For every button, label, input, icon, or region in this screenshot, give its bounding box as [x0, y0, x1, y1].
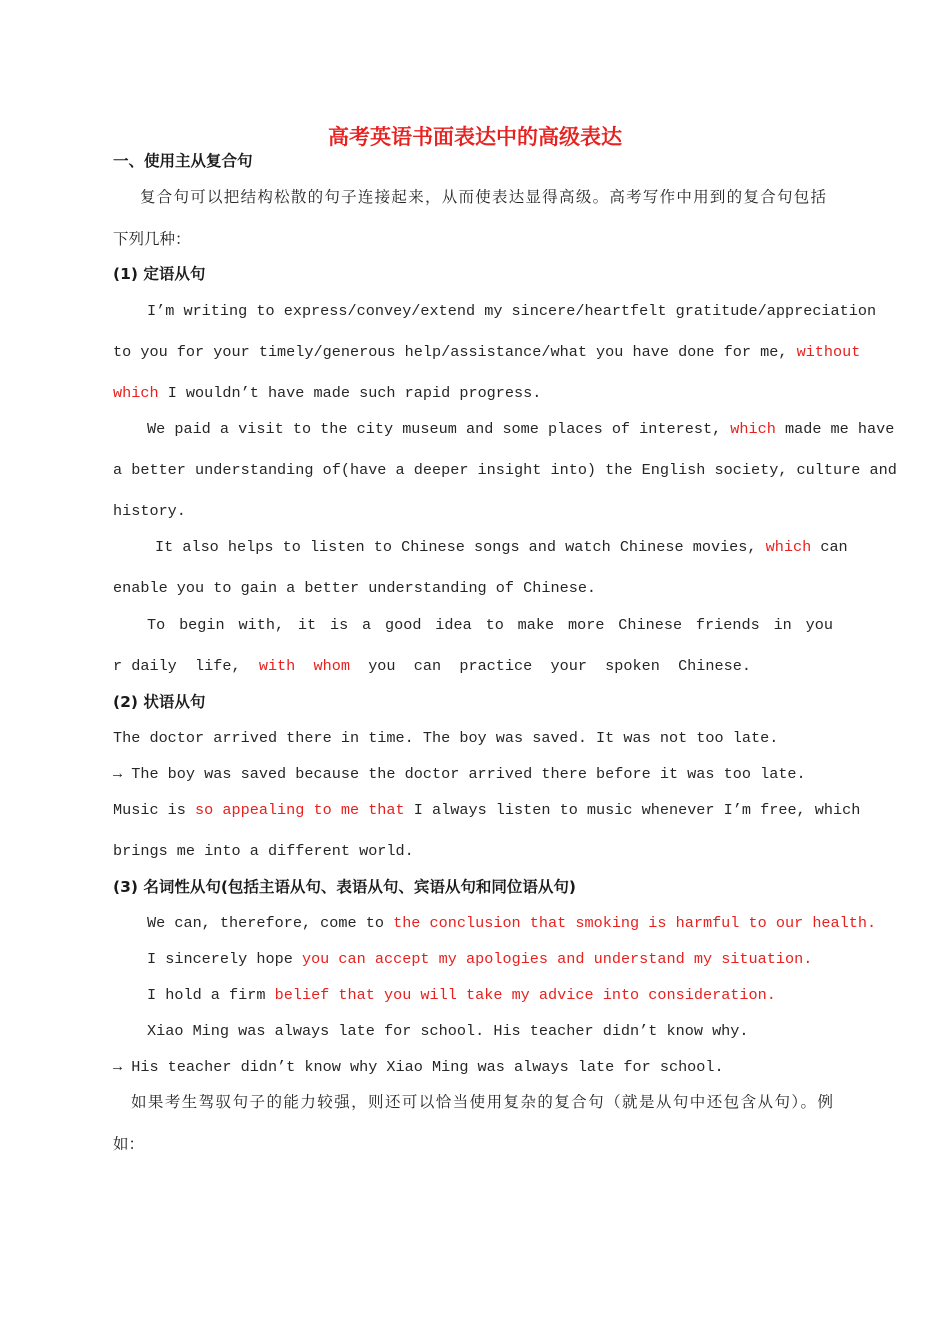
highlighted-phrase: belief that you will take my advice into consideration.: [274, 986, 776, 1004]
highlighted-phrase: you can accept my apologies and understand my situation.: [301, 950, 813, 968]
closing-paragraph-line: 如：: [113, 1135, 145, 1153]
highlighted-phrase: with whom: [258, 657, 350, 675]
example-sentence: Xiao Ming was always late for school. His teacher didn’t know why.: [147, 1022, 749, 1040]
subsection-heading: (1) 定语从句: [113, 265, 206, 283]
intro-paragraph-line: 复合句可以把结构松散的句子连接起来，从而使表达显得高级。高考写作中用到的复合句包括: [140, 188, 826, 206]
example-sentence: We paid a visit to the city museum and some places of interest, which made me have: [147, 420, 895, 438]
highlighted-phrase: the conclusion that smoking is harmful to our health.: [393, 914, 877, 932]
example-sentence: Music is so appealing to me that I always listen to music whenever I’m free, which: [113, 801, 861, 819]
example-sentence: history.: [113, 502, 186, 520]
example-sentence: I’m writing to express/convey/extend my sincere/heartfelt gratitude/appreciation: [147, 302, 877, 320]
document-title: 高考英语书面表达中的高级表达: [328, 124, 622, 149]
example-sentence: a better understanding of(have a deeper insight into) the English society, culture and: [113, 461, 897, 479]
section-heading: 一、使用主从复合句: [113, 152, 253, 170]
subsection-heading: (2) 状语从句: [113, 693, 206, 711]
highlighted-phrase: so appealing to me that: [195, 801, 405, 819]
example-sentence: to you for your timely/generous help/assistance/what you have done for me, without: [113, 343, 861, 361]
closing-paragraph-line: 如果考生驾驭句子的能力较强，则还可以恰当使用复杂的复合句（就是从句中还包含从句）。例: [131, 1093, 833, 1111]
highlighted-phrase: which: [113, 384, 159, 402]
example-sentence: We can, therefore, come to the conclusion that smoking is harmful to our health.: [147, 914, 877, 932]
example-sentence: r daily life, with whom you can practice your spoken Chinese.: [113, 657, 751, 675]
example-sentence: It also helps to listen to Chinese songs and watch Chinese movies, which can: [155, 538, 848, 556]
example-sentence: → The boy was saved because the doctor arrived there before it was too late.: [113, 765, 806, 783]
highlighted-phrase: without: [796, 343, 861, 361]
example-sentence: which I wouldn’t have made such rapid progress.: [113, 384, 542, 402]
example-sentence: brings me into a different world.: [113, 842, 414, 860]
example-sentence: To begin with, it is a good idea to make more Chinese friends in you: [147, 616, 833, 634]
highlighted-phrase: which: [730, 420, 776, 438]
example-sentence: I hold a firm belief that you will take my advice into consideration.: [147, 986, 776, 1004]
example-sentence: I sincerely hope you can accept my apologies and understand my situation.: [147, 950, 813, 968]
subsection-heading: (3) 名词性从句(包括主语从句、表语从句、宾语从句和同位语从句): [113, 878, 577, 896]
example-sentence: The doctor arrived there in time. The boy was saved. It was not too late.: [113, 729, 779, 747]
highlighted-phrase: which: [765, 538, 812, 556]
intro-paragraph-line: 下列几种：: [113, 230, 191, 248]
example-sentence: → His teacher didn’t know why Xiao Ming was always late for school.: [113, 1058, 724, 1076]
example-sentence: enable you to gain a better understanding of Chinese.: [113, 579, 597, 597]
